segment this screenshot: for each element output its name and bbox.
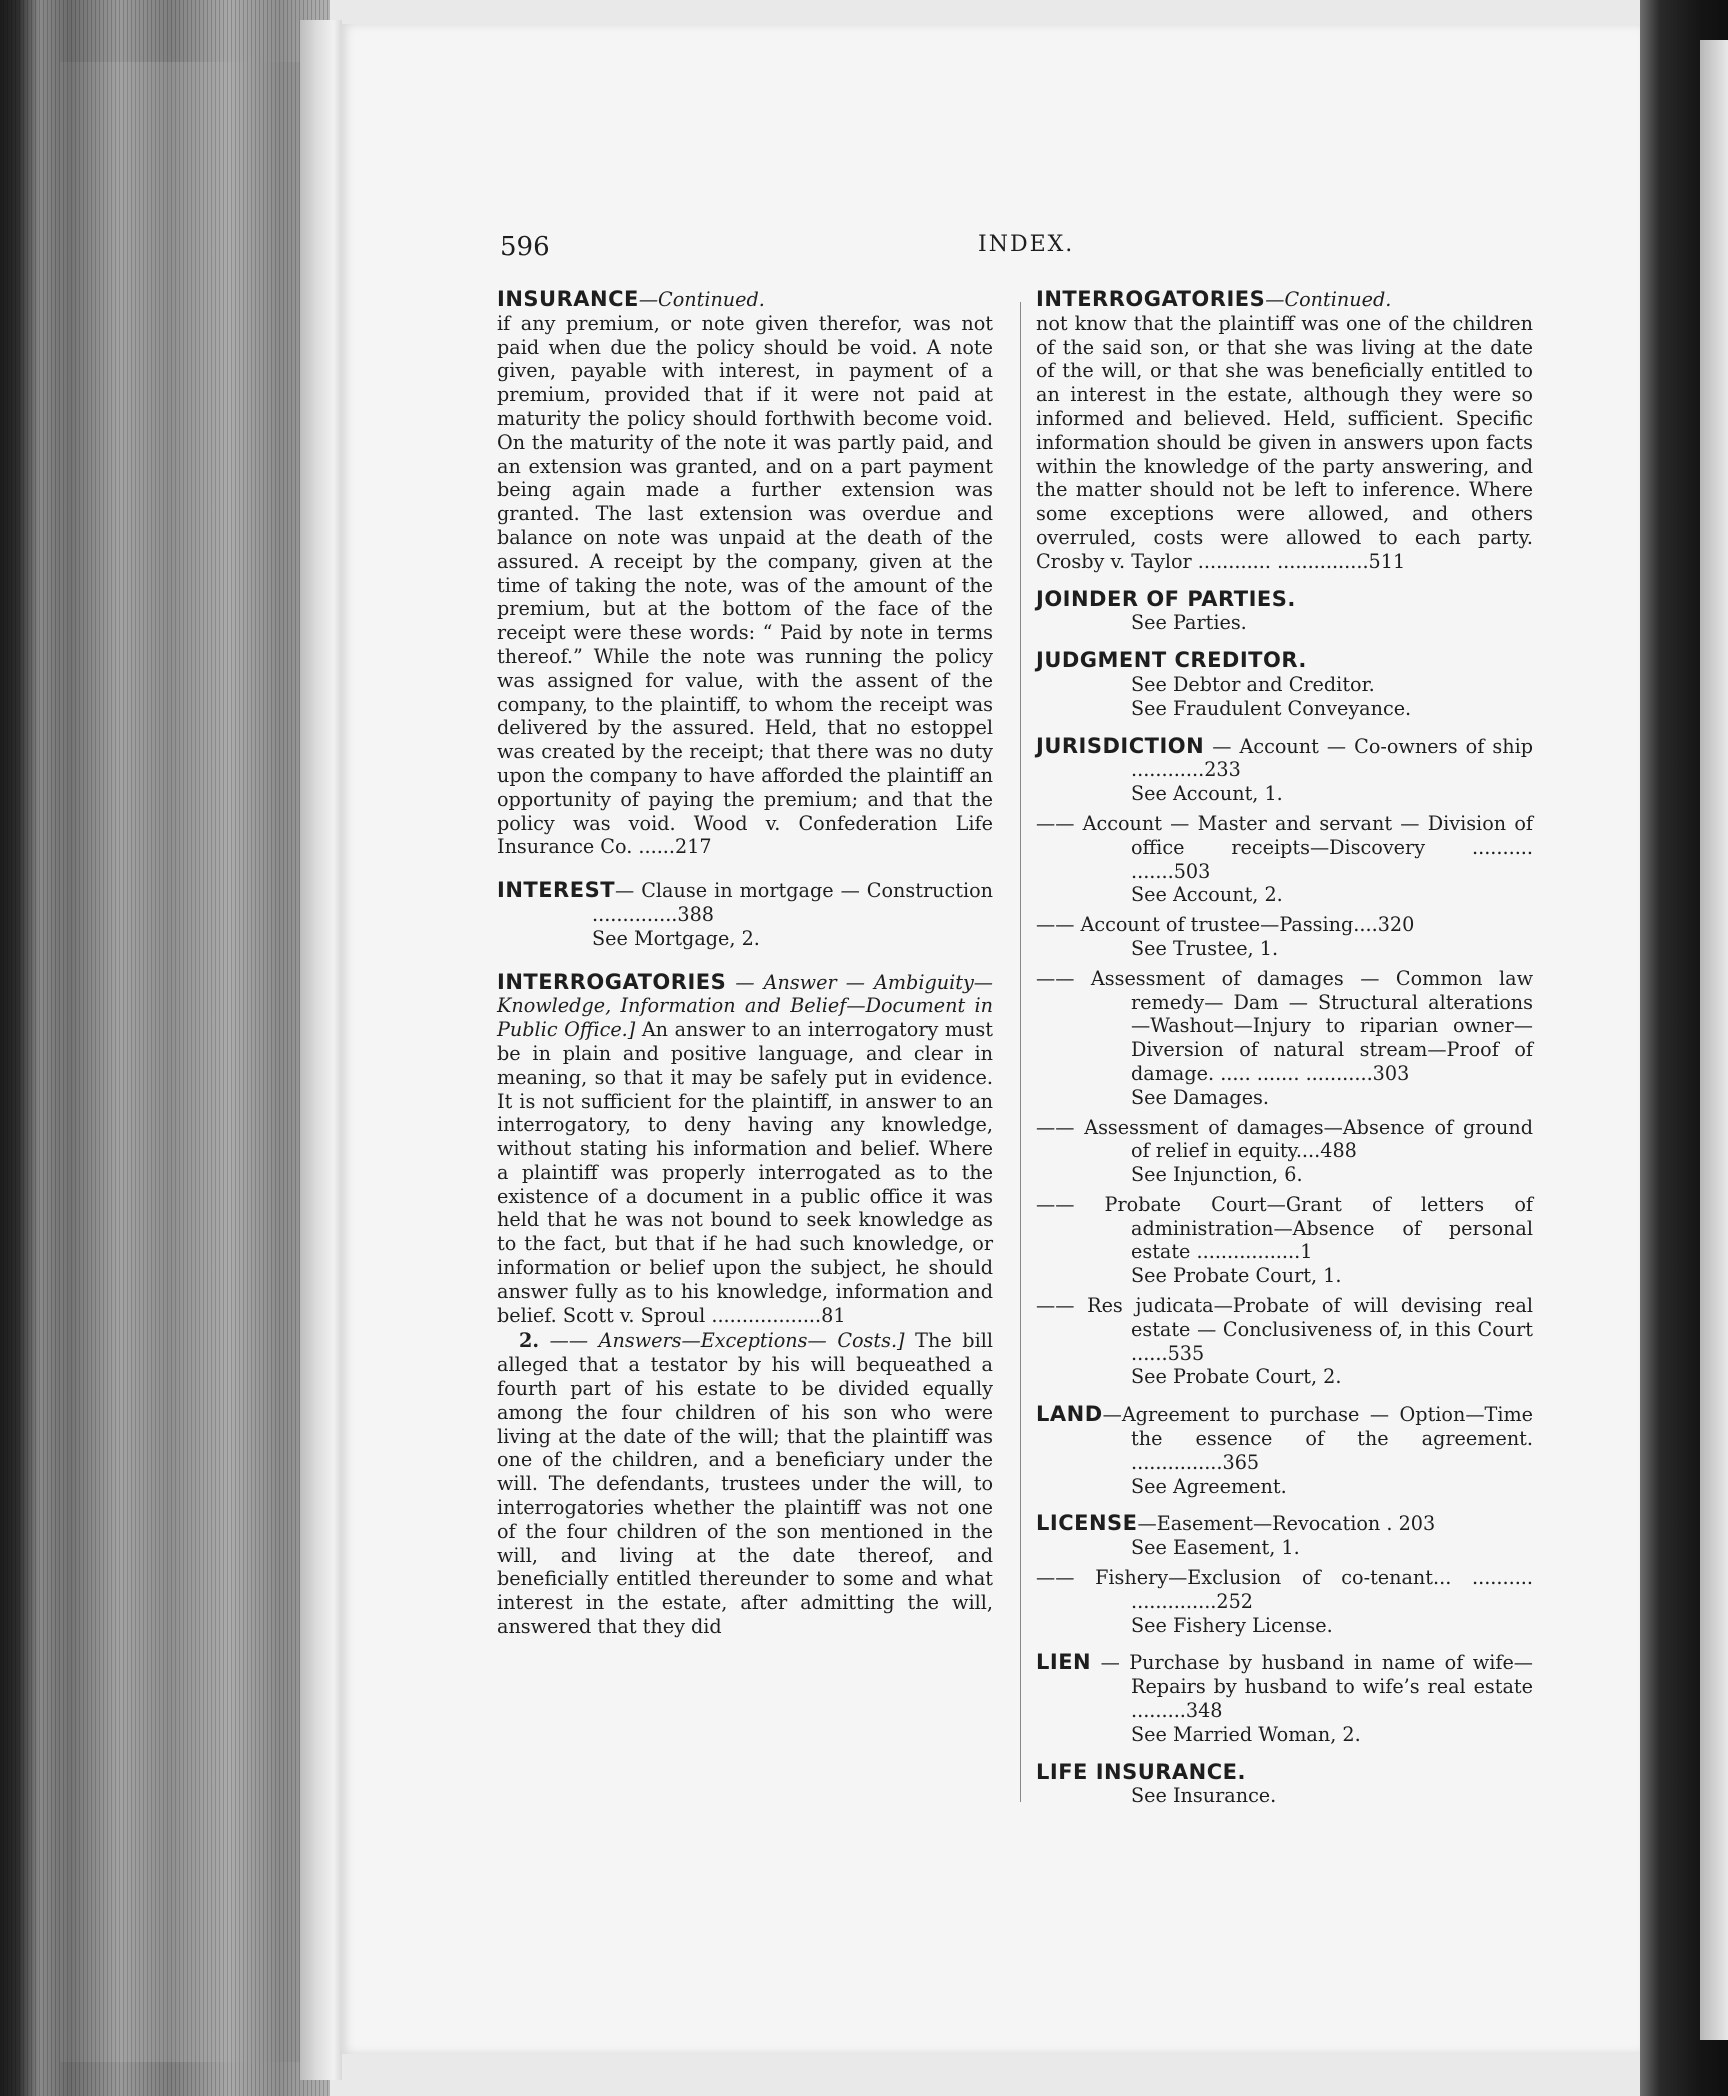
see-reference: See Agreement. bbox=[1131, 1474, 1287, 1498]
entry-topic: — Answer — Ambiguity—Knowledge, Information and Belief—Document in Public Office.] bbox=[497, 970, 993, 1042]
see-reference: See Debtor and Creditor. bbox=[1131, 672, 1375, 696]
see-reference: See Probate Court, 1. bbox=[1131, 1264, 1342, 1288]
headword: JOINDER OF PARTIES. bbox=[1036, 586, 1296, 611]
entry-interrogatories bbox=[497, 971, 993, 1639]
headword: INTERROGATORIES bbox=[1036, 287, 1266, 311]
entry-interrogatories-cont bbox=[1036, 288, 1533, 574]
see-reference: See Easement, 1. bbox=[1131, 1536, 1300, 1560]
left-column bbox=[497, 288, 993, 1653]
see-reference: See Injunction, 6. bbox=[1131, 1163, 1303, 1187]
entry-text: —— Res judicata—Probate of will devising real estate — Conclusiveness of, in this Court ......535 bbox=[1036, 1294, 1533, 1365]
see-reference: See Account, 1. bbox=[1131, 782, 1283, 806]
entry-topic: —— Answers—Exceptions— Costs.] bbox=[539, 1329, 905, 1353]
entry-text: —— Fishery—Exclusion of co-tenant... .......... ..............252 bbox=[1036, 1566, 1533, 1613]
entry-text: —— Assessment of damages — Common law remedy— Dam — Structural alterations—Washout—Injury to riparian owner—Diversion of natural stream—Proof of damage. ..... ....... ...........303 bbox=[1036, 966, 1533, 1085]
entry-text: —— Assessment of damages—Absence of ground of relief in equity....488 bbox=[1036, 1115, 1533, 1163]
headword: JURISDICTION bbox=[1036, 733, 1205, 758]
see-reference: See Account, 2. bbox=[1131, 883, 1283, 907]
entry-text: —— Account — Master and servant — Division of office receipts—Discovery .......... .......503 bbox=[1036, 811, 1533, 883]
entry-text: An answer to an interrogatory must be in plain and positive language, and clear in meaning, so that it may be safely put in evidence. It is not sufficient for the plaintiff, in answer to an interrogatory, to deny having any knowledge, without stating his information and belief. Where a plaintiff was properly interrogated as to the existence of a document in a public office it was held that he was not bound to seek knowledge as to the fact, but that if he had such knowledge, or information or belief upon the subject, he should answer fully as to his knowledge, information and belief. Scott v. Sproul ..................81 bbox=[497, 1018, 993, 1327]
running-head: INDEX. bbox=[978, 232, 1075, 257]
entry-insurance bbox=[497, 288, 993, 859]
entry-joinder bbox=[1036, 588, 1533, 636]
entry-jurisdiction bbox=[1036, 735, 1533, 1390]
entry-text: —— Probate Court—Grant of letters of administration—Absence of personal estate .................1 bbox=[1036, 1192, 1533, 1264]
continued-label: —Continued. bbox=[1265, 288, 1392, 311]
headword: LIFE INSURANCE. bbox=[1036, 1759, 1246, 1784]
entry-license bbox=[1036, 1512, 1533, 1637]
see-reference: See Damages. bbox=[1131, 1085, 1269, 1109]
headword: LAND bbox=[1036, 1402, 1103, 1427]
right-page-strip bbox=[1700, 40, 1728, 2040]
entry-text: The bill alleged that a testator by his will bequeathed a fourth part of his estate to be divided equally among the four children of his son who were living at the date of the will; that the plaintiff was one of the children, and a beneficiary under the will. The defendants, trustees under the will, to interrogatories whether the plaintiff was not one of the four children of the son mentioned in the will, and living at the date thereof, and beneficially entitled thereunder to some and what interest in the estate, after admitting the will, answered that they did bbox=[497, 1329, 993, 1639]
right-column bbox=[1036, 288, 1533, 1822]
page-header bbox=[500, 232, 1075, 262]
entry-text: —Easement—Revocation . 203 bbox=[1137, 1512, 1436, 1536]
see-reference: See Fishery License. bbox=[1131, 1613, 1333, 1637]
see-reference: See Fraudulent Conveyance. bbox=[1131, 696, 1412, 720]
headword: INTERROGATORIES bbox=[497, 969, 727, 994]
entry-number: 2. bbox=[519, 1329, 540, 1353]
page-number: 596 bbox=[500, 232, 550, 262]
entry-text: — Clause in mortgage — Construction ..............388 bbox=[592, 879, 993, 926]
see-reference: See Trustee, 1. bbox=[1131, 936, 1279, 960]
page-stack bbox=[300, 20, 342, 2080]
see-reference: See Probate Court, 2. bbox=[1131, 1365, 1342, 1389]
entry-text: not know that the plaintiff was one of the children of the said son, or that she was living at the date of the will, or that she was beneficially entitled to an interest in the estate, although they were so informed and believed. Held, sufficient. Specific information should be given in answers upon facts within the knowledge of the party answering, and the matter should not be left to inference. Where some exceptions were allowed, and others overruled, costs were allowed to each party. Crosby v. Taylor ............ ...............511 bbox=[1036, 311, 1533, 573]
see-reference: See Parties. bbox=[1131, 611, 1247, 635]
entry-text: if any premium, or note given therefor, was not paid when due the policy should be void. A note given, payable with interest, in payment of a premium, provided that if it were not paid at maturity the policy should forthwith become void. On the maturity of the note it was partly paid, and an extension was granted, and on a part payment being again made a further extension was granted. The last extension was overdue and balance on note was unpaid at the death of the assured. A receipt by the company, given at the time of taking the note, was of the amount of the premium, but at the bottom of the face of the receipt were these words: “ Paid by note in terms thereof.” While the note was running the policy was assigned for value, with the assent of the company, to the plaintiff, to whom the receipt was delivered by the assured. Held, that no estoppel was created by the receipt; that there was no duty upon the company to have afforded the plaintiff an opportunity of paying the premium; and that the policy was void. Wood v. Confederation Life Insurance Co. ......217 bbox=[497, 311, 993, 859]
headword: INSURANCE bbox=[497, 287, 639, 311]
headword: LICENSE bbox=[1036, 1511, 1138, 1536]
entry-lien bbox=[1036, 1651, 1533, 1746]
see-reference: See Insurance. bbox=[1131, 1784, 1277, 1808]
entry-land bbox=[1036, 1403, 1533, 1498]
book-edge-highlight bbox=[60, 62, 300, 2062]
see-reference: See Married Woman, 2. bbox=[1131, 1722, 1361, 1746]
see-reference: See Mortgage, 2. bbox=[592, 926, 760, 950]
entry-text: — Account — Co-owners of ship ............233 bbox=[1131, 734, 1533, 782]
headword: LIEN bbox=[1036, 1650, 1092, 1675]
entry-text: —Agreement to purchase — Option—Time the essence of the agreement. ...............365 bbox=[1102, 1403, 1533, 1474]
headword: INTEREST bbox=[497, 878, 616, 903]
entry-text: — Purchase by husband in name of wife—Repairs by husband to wife’s real estate .........348 bbox=[1091, 1651, 1533, 1723]
entry-text: —— Account of trustee—Passing....320 bbox=[1036, 913, 1415, 937]
entry-judgment-creditor bbox=[1036, 649, 1533, 720]
continued-label: —Continued. bbox=[638, 288, 765, 311]
entry-life-insurance bbox=[1036, 1761, 1533, 1809]
entry-interest bbox=[497, 879, 993, 950]
headword: JUDGMENT CREDITOR. bbox=[1036, 648, 1307, 673]
column-rule bbox=[1020, 302, 1022, 1802]
